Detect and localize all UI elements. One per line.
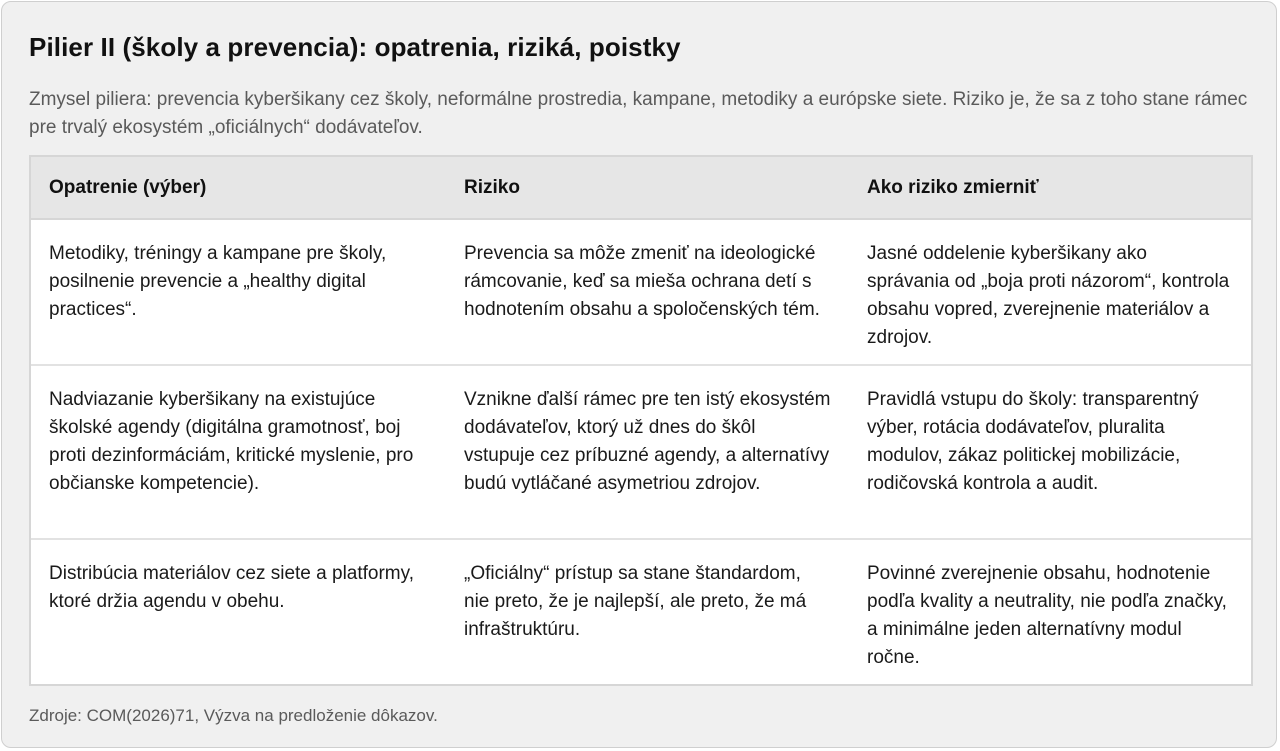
measures-table-wrapper [29,155,1253,686]
measures-table [31,157,1251,684]
cell-measure: Nadviazanie kyberšikany na existujúce školské agendy (digitálna gramotnosť, boj proti dezinformáciám, kritické myslenie, pro občianske kompetencie). [31,365,446,539]
cell-mitigation: Jasné oddelenie kyberšikany ako správania od „boja proti názorom“, kontrola obsahu vopred, zverejnenie materiálov a zdrojov. [867,243,1230,348]
column-header-risk: Riziko [446,157,849,219]
content-card [1,1,1277,748]
sources-note: Zdroje: COM(2026)71, Výzva na predloženie dôkazov. [29,706,438,725]
cell-measure: Metodiky, tréningy a kampane pre školy, posilnenie prevencie a „healthy digital practices“. [49,243,387,320]
cell-risk: Prevencia sa môže zmeniť na ideologické rámcovanie, keď sa mieša ochrana detí s hodnotením obsahu a spoločenských tém. [464,243,820,320]
cell-risk: „Oficiálny“ prístup sa stane štandardom, nie preto, že je najlepší, ale preto, že má infraštruktúru. [446,539,849,684]
intro-paragraph: Zmysel piliera: prevencia kyberšikany cez školy, neformálne prostredia, kampane, metodiky a európske siete. Riziko je, že sa z toho stane rámec pre trvalý ekosystém „oficiálnych“ dodávateľov. [29,89,1248,138]
table-row [31,539,1251,684]
cell-mitigation: Pravidlá vstupu do školy: transparentný výber, rotácia dodávateľov, pluralita modulov, zákaz politickej mobilizácie, rodičovská kontrola a audit. [849,365,1251,539]
cell-mitigation: Povinné zverejnenie obsahu, hodnotenie podľa kvality a neutrality, nie podľa značky, a minimálne jeden alternatívny modul ročne. [849,539,1251,684]
column-header-measure: Opatrenie (výber) [31,157,446,219]
table-header-row [31,157,1251,219]
cell-risk: Vznikne ďalší rámec pre ten istý ekosystém dodávateľov, ktorý už dnes do škôl vstupuje cez príbuzné agendy, a alternatívy budú vytláčané asymetriou zdrojov. [446,365,849,539]
table-row [31,219,1251,365]
table-header [31,157,1251,219]
column-header-mitigation: Ako riziko zmierniť [849,157,1251,219]
table-row [31,365,1251,539]
table-body [31,219,1251,684]
page-title: Pilier II (školy a prevencia): opatrenia, riziká, poistky [29,32,681,62]
cell-measure: Distribúcia materiálov cez siete a platformy, ktoré držia agendu v obehu. [31,539,446,684]
